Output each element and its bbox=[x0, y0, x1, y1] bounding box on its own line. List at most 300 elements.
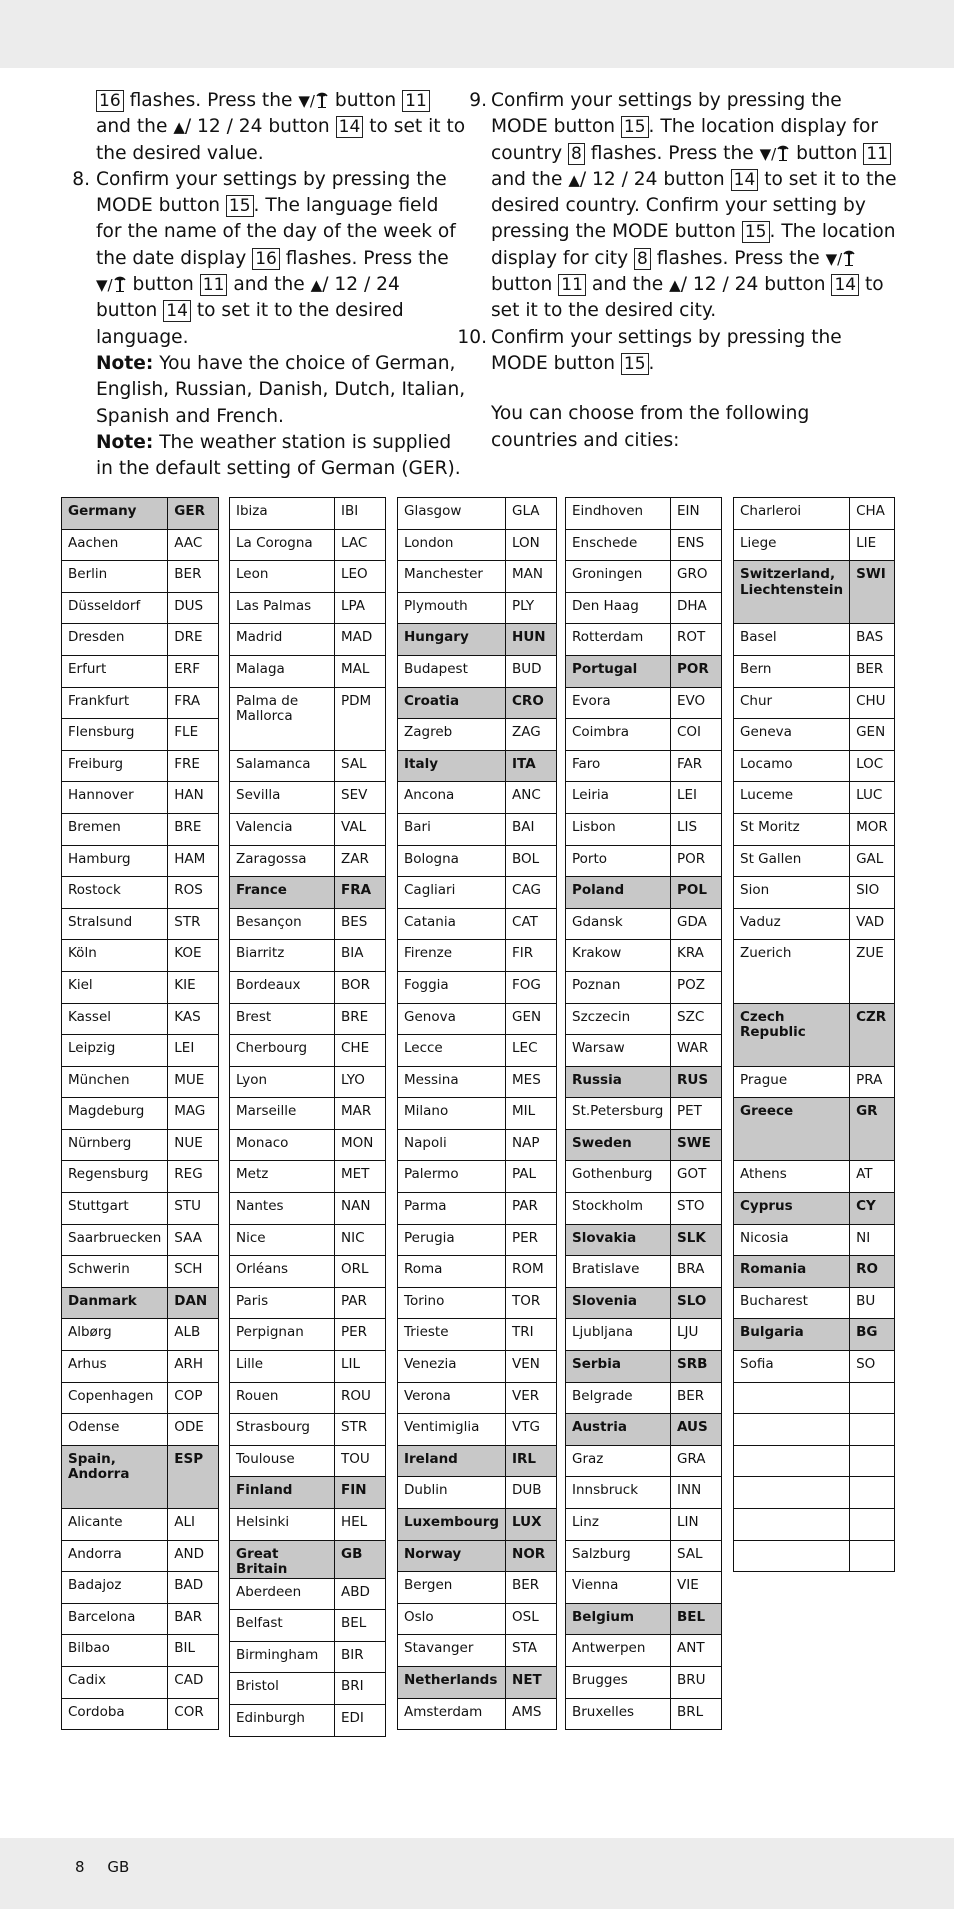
city-row bbox=[230, 592, 386, 624]
city-row bbox=[230, 908, 386, 940]
city-row bbox=[398, 908, 557, 940]
code: SO bbox=[850, 1351, 895, 1383]
city-row bbox=[62, 1066, 219, 1098]
text: Confirm your settings by pressing the MODE button bbox=[491, 90, 842, 138]
code bbox=[850, 1414, 895, 1446]
city-name: Stockholm bbox=[566, 1193, 671, 1225]
code: OSL bbox=[506, 1603, 557, 1635]
city-row bbox=[734, 750, 895, 782]
city-name: Perpignan bbox=[230, 1319, 335, 1351]
city-row bbox=[230, 1129, 386, 1161]
code: NUE bbox=[168, 1129, 219, 1161]
code: SCH bbox=[168, 1256, 219, 1288]
code: ROS bbox=[168, 877, 219, 909]
code bbox=[850, 1445, 895, 1477]
city-name: Sevilla bbox=[230, 782, 335, 814]
city-name: Las Palmas bbox=[230, 592, 335, 624]
city-row bbox=[62, 1193, 219, 1225]
code: COR bbox=[168, 1698, 219, 1730]
city-name: Orléans bbox=[230, 1256, 335, 1288]
city-name: Roma bbox=[398, 1256, 506, 1288]
code: VIE bbox=[671, 1572, 722, 1604]
city-row bbox=[566, 624, 722, 656]
country-row bbox=[398, 624, 557, 656]
city-name: Catania bbox=[398, 908, 506, 940]
city-name: Magdeburg bbox=[62, 1098, 168, 1130]
code: GR bbox=[850, 1098, 895, 1161]
country-name: Hungary bbox=[398, 624, 506, 656]
up-triangle-icon: ▲ bbox=[310, 276, 323, 295]
code: ANT bbox=[671, 1635, 722, 1667]
city-row bbox=[230, 1003, 386, 1035]
city-name: Leipzig bbox=[62, 1035, 168, 1067]
city-row bbox=[62, 782, 219, 814]
code: VAD bbox=[850, 908, 895, 940]
city-name: Bratislave bbox=[566, 1256, 671, 1288]
city-name: Badajoz bbox=[62, 1572, 168, 1604]
city-row bbox=[62, 1129, 219, 1161]
code: STA bbox=[506, 1635, 557, 1667]
code: FAR bbox=[671, 750, 722, 782]
code: FRA bbox=[168, 687, 219, 719]
code: ZAG bbox=[506, 719, 557, 751]
code: CHU bbox=[850, 687, 895, 719]
down-triangle-antenna-icon: ▼/ bbox=[96, 276, 127, 294]
city-row bbox=[398, 1351, 557, 1383]
city-row bbox=[398, 845, 557, 877]
footer bbox=[75, 1858, 147, 1876]
city-name: Oslo bbox=[398, 1603, 506, 1635]
code: BEL bbox=[671, 1603, 722, 1635]
city-row bbox=[62, 1035, 219, 1067]
country-name: Bulgaria bbox=[734, 1319, 850, 1351]
city-name: Ibiza bbox=[230, 498, 335, 530]
city-name: Parma bbox=[398, 1193, 506, 1225]
language-code: GB bbox=[107, 1858, 130, 1876]
code: RO bbox=[850, 1256, 895, 1288]
ref-15: 15 bbox=[621, 116, 649, 138]
city-row bbox=[398, 877, 557, 909]
city-name: Faro bbox=[566, 750, 671, 782]
city-table-5 bbox=[733, 497, 895, 1572]
empty-row bbox=[734, 1382, 895, 1414]
country-name: Greece bbox=[734, 1098, 850, 1161]
city-row bbox=[566, 1003, 722, 1035]
city-name: Zuerich bbox=[734, 940, 850, 1003]
countries-intro: You can choose from the following countries and cities: bbox=[491, 403, 810, 451]
city-name: Hannover bbox=[62, 782, 168, 814]
city-name: Bremen bbox=[62, 813, 168, 845]
city-name: Cadix bbox=[62, 1666, 168, 1698]
country-row bbox=[566, 1603, 722, 1635]
city-name: Bari bbox=[398, 813, 506, 845]
city-name: Valencia bbox=[230, 813, 335, 845]
country-name: Switzerland, Liechtenstein bbox=[734, 561, 850, 624]
code: TOR bbox=[506, 1287, 557, 1319]
text: flashes. Press the bbox=[590, 142, 754, 164]
code: CHE bbox=[335, 1035, 386, 1067]
code: CY bbox=[850, 1193, 895, 1225]
page-number: 8 bbox=[75, 1858, 85, 1876]
city-row bbox=[566, 750, 722, 782]
city-name: Genova bbox=[398, 1003, 506, 1035]
city-name: London bbox=[398, 529, 506, 561]
city-row bbox=[230, 498, 386, 530]
text: to set it to the desired value. bbox=[96, 116, 466, 164]
city-row bbox=[734, 1287, 895, 1319]
city-name: Freiburg bbox=[62, 750, 168, 782]
city-name: Erfurt bbox=[62, 655, 168, 687]
code: PLY bbox=[506, 592, 557, 624]
city-row bbox=[230, 624, 386, 656]
city-name: Bern bbox=[734, 655, 850, 687]
up-triangle-icon: ▲ bbox=[568, 170, 580, 189]
code: AT bbox=[850, 1161, 895, 1193]
city-name: Warsaw bbox=[566, 1035, 671, 1067]
city-row bbox=[566, 1477, 722, 1509]
city-name: Paris bbox=[230, 1287, 335, 1319]
city-name: Athens bbox=[734, 1161, 850, 1193]
country-row bbox=[566, 655, 722, 687]
city-row bbox=[734, 940, 895, 1003]
city-row bbox=[62, 1319, 219, 1351]
city-name: Porto bbox=[566, 845, 671, 877]
code: BAD bbox=[168, 1572, 219, 1604]
code: MOR bbox=[850, 813, 895, 845]
city-row bbox=[62, 1098, 219, 1130]
city-name: Brest bbox=[230, 1003, 335, 1035]
city-row bbox=[62, 1414, 219, 1446]
city-row bbox=[398, 1066, 557, 1098]
text: / 12 / 24 button bbox=[680, 274, 826, 296]
ref-11: 11 bbox=[558, 274, 586, 296]
country-row bbox=[398, 1540, 557, 1572]
code: KOE bbox=[168, 940, 219, 972]
city-name: Evora bbox=[566, 687, 671, 719]
city-row bbox=[566, 1572, 722, 1604]
code: IBI bbox=[335, 498, 386, 530]
city-row bbox=[398, 813, 557, 845]
country-name: Netherlands bbox=[398, 1666, 506, 1698]
note-text: The weather station is supplied in the default setting of German (GER). bbox=[96, 431, 461, 480]
city-row bbox=[398, 1287, 557, 1319]
code: CZR bbox=[850, 1003, 895, 1066]
code: KIE bbox=[168, 971, 219, 1003]
city-row bbox=[566, 561, 722, 593]
city-name: Den Haag bbox=[566, 592, 671, 624]
code: MES bbox=[506, 1066, 557, 1098]
code: HAM bbox=[168, 845, 219, 877]
city-name: Trieste bbox=[398, 1319, 506, 1351]
city-name: Flensburg bbox=[62, 719, 168, 751]
city-name: Gothenburg bbox=[566, 1161, 671, 1193]
city-name: Stralsund bbox=[62, 908, 168, 940]
country-name: Russia bbox=[566, 1066, 671, 1098]
city-name: Saarbruecken bbox=[62, 1224, 168, 1256]
city-name: Monaco bbox=[230, 1129, 335, 1161]
city-name: Berlin bbox=[62, 561, 168, 593]
country-row bbox=[566, 1224, 722, 1256]
code: ENS bbox=[671, 529, 722, 561]
city-row bbox=[62, 1256, 219, 1288]
city-name: Venezia bbox=[398, 1351, 506, 1383]
code bbox=[850, 1540, 895, 1572]
city-row bbox=[62, 1161, 219, 1193]
code: HUN bbox=[506, 624, 557, 656]
step7-continuation bbox=[96, 88, 466, 167]
city-row bbox=[62, 1666, 219, 1698]
code: KAS bbox=[168, 1003, 219, 1035]
city-name: Leon bbox=[230, 561, 335, 593]
city-name: Kassel bbox=[62, 1003, 168, 1035]
city-row bbox=[398, 592, 557, 624]
city-name: Milano bbox=[398, 1098, 506, 1130]
city-name: Schwerin bbox=[62, 1256, 168, 1288]
city-name: Kiel bbox=[62, 971, 168, 1003]
city-row bbox=[734, 719, 895, 751]
code: BRU bbox=[671, 1666, 722, 1698]
text: to set it to the desired country. Confirm your setting by pressing the MODE button bbox=[491, 168, 897, 243]
city-name: Cherbourg bbox=[230, 1035, 335, 1067]
city-name: Palma de Mallorca bbox=[230, 687, 335, 750]
code: ORL bbox=[335, 1256, 386, 1288]
city-row bbox=[62, 971, 219, 1003]
country-row bbox=[734, 561, 895, 624]
city-name: Düsseldorf bbox=[62, 592, 168, 624]
step-number: 9. bbox=[469, 90, 487, 111]
city-row bbox=[734, 624, 895, 656]
city-row bbox=[734, 1066, 895, 1098]
city-row bbox=[230, 813, 386, 845]
country-row bbox=[398, 1509, 557, 1541]
code: BRL bbox=[671, 1698, 722, 1730]
code: PAL bbox=[506, 1161, 557, 1193]
city-row bbox=[230, 1193, 386, 1225]
city-row bbox=[566, 1193, 722, 1225]
city-row bbox=[566, 592, 722, 624]
code: LEO bbox=[335, 561, 386, 593]
city-row bbox=[230, 561, 386, 593]
text: to set it to the desired city. bbox=[491, 274, 884, 322]
country-name: Czech Republic bbox=[734, 1003, 850, 1066]
city-row bbox=[230, 1351, 386, 1383]
city-row bbox=[230, 845, 386, 877]
city-table-1 bbox=[61, 497, 219, 1730]
city-name: Bilbao bbox=[62, 1635, 168, 1667]
city-name: Liege bbox=[734, 529, 850, 561]
city-name bbox=[734, 1445, 850, 1477]
code: SRB bbox=[671, 1351, 722, 1383]
city-name: Strasbourg bbox=[230, 1414, 335, 1446]
code: MAL bbox=[335, 655, 386, 687]
code: VAL bbox=[335, 813, 386, 845]
city-row bbox=[230, 529, 386, 561]
code: POR bbox=[671, 845, 722, 877]
down-triangle-antenna-icon: ▼/ bbox=[298, 92, 329, 110]
code: GEN bbox=[506, 1003, 557, 1035]
code: LIE bbox=[850, 529, 895, 561]
down-triangle-antenna-icon: ▼/ bbox=[826, 250, 857, 268]
code: PAR bbox=[335, 1287, 386, 1319]
city-row bbox=[230, 1224, 386, 1256]
city-row bbox=[734, 498, 895, 530]
note-label: Note: bbox=[96, 352, 154, 374]
city-name: Verona bbox=[398, 1382, 506, 1414]
code: GRO bbox=[671, 561, 722, 593]
code: DUB bbox=[506, 1477, 557, 1509]
city-row bbox=[230, 1445, 386, 1477]
city-row bbox=[62, 561, 219, 593]
city-row bbox=[398, 1035, 557, 1067]
city-name: Aberdeen bbox=[230, 1578, 335, 1610]
city-name: Bologna bbox=[398, 845, 506, 877]
code: EIN bbox=[671, 498, 722, 530]
city-name: Charleroi bbox=[734, 498, 850, 530]
code: LIL bbox=[335, 1351, 386, 1383]
code: LUC bbox=[850, 782, 895, 814]
city-name: Locamo bbox=[734, 750, 850, 782]
code: BAI bbox=[506, 813, 557, 845]
text: flashes. Press the bbox=[129, 90, 293, 111]
city-name: Nantes bbox=[230, 1193, 335, 1225]
city-name: Odense bbox=[62, 1414, 168, 1446]
ref-14: 14 bbox=[831, 274, 859, 296]
code: GDA bbox=[671, 908, 722, 940]
country-name: Spain, Andorra bbox=[62, 1445, 168, 1508]
ref-16: 16 bbox=[96, 90, 124, 112]
country-row bbox=[62, 498, 219, 530]
city-row bbox=[566, 1698, 722, 1730]
ref-11: 11 bbox=[863, 143, 891, 165]
country-name: Cyprus bbox=[734, 1193, 850, 1225]
city-row bbox=[398, 1161, 557, 1193]
step-number: 8. bbox=[72, 168, 90, 190]
city-row bbox=[230, 655, 386, 687]
city-row bbox=[734, 782, 895, 814]
city-row bbox=[398, 1003, 557, 1035]
city-row bbox=[398, 971, 557, 1003]
code: MUE bbox=[168, 1066, 219, 1098]
city-row bbox=[230, 1319, 386, 1351]
city-row bbox=[398, 529, 557, 561]
text: . The location display for country bbox=[491, 116, 879, 164]
code: ROU bbox=[335, 1382, 386, 1414]
city-name: Palermo bbox=[398, 1161, 506, 1193]
city-row bbox=[230, 1287, 386, 1319]
country-name: Slovenia bbox=[566, 1287, 671, 1319]
city-row bbox=[398, 561, 557, 593]
code: EDI bbox=[335, 1704, 386, 1736]
city-row bbox=[566, 1382, 722, 1414]
code: PER bbox=[335, 1319, 386, 1351]
code: BRA bbox=[671, 1256, 722, 1288]
city-row bbox=[62, 940, 219, 972]
city-row bbox=[398, 1603, 557, 1635]
city-row bbox=[566, 1161, 722, 1193]
city-row bbox=[566, 782, 722, 814]
city-name: Ancona bbox=[398, 782, 506, 814]
code: BES bbox=[335, 908, 386, 940]
code: GEN bbox=[850, 719, 895, 751]
country-name: Great Britain bbox=[230, 1540, 335, 1578]
country-row bbox=[62, 1445, 219, 1508]
code bbox=[850, 1382, 895, 1414]
code: DAN bbox=[168, 1287, 219, 1319]
city-name: Perugia bbox=[398, 1224, 506, 1256]
city-row bbox=[230, 971, 386, 1003]
city-row bbox=[62, 1540, 219, 1572]
city-row bbox=[62, 687, 219, 719]
code: ZAR bbox=[335, 845, 386, 877]
code: LUX bbox=[506, 1509, 557, 1541]
code: BER bbox=[168, 561, 219, 593]
city-name: Cagliari bbox=[398, 877, 506, 909]
city-row bbox=[62, 1509, 219, 1541]
code bbox=[850, 1477, 895, 1509]
ref-14: 14 bbox=[731, 169, 759, 191]
country-row bbox=[230, 877, 386, 909]
city-row bbox=[398, 782, 557, 814]
code: LYO bbox=[335, 1066, 386, 1098]
text: / 12 / 24 button bbox=[579, 168, 725, 190]
empty-row bbox=[734, 1540, 895, 1572]
country-name: Poland bbox=[566, 877, 671, 909]
note-default bbox=[96, 430, 466, 483]
code: VTG bbox=[506, 1414, 557, 1446]
city-row bbox=[566, 845, 722, 877]
city-row bbox=[398, 1193, 557, 1225]
code: HEL bbox=[335, 1509, 386, 1541]
city-row bbox=[62, 1224, 219, 1256]
country-name: France bbox=[230, 877, 335, 909]
city-row bbox=[230, 1641, 386, 1673]
city-name: Frankfurt bbox=[62, 687, 168, 719]
city-name: Napoli bbox=[398, 1129, 506, 1161]
city-name: Budapest bbox=[398, 655, 506, 687]
country-row bbox=[398, 750, 557, 782]
country-row bbox=[398, 687, 557, 719]
city-name: München bbox=[62, 1066, 168, 1098]
city-row bbox=[398, 1129, 557, 1161]
step-10 bbox=[457, 325, 901, 378]
city-row bbox=[398, 1098, 557, 1130]
city-row bbox=[230, 1066, 386, 1098]
city-name: Vaduz bbox=[734, 908, 850, 940]
country-name: Sweden bbox=[566, 1129, 671, 1161]
code: AUS bbox=[671, 1414, 722, 1446]
left-column bbox=[72, 88, 466, 482]
text: / 12 / 24 button bbox=[184, 116, 330, 138]
city-name: Albørg bbox=[62, 1319, 168, 1351]
country-name: Portugal bbox=[566, 655, 671, 687]
city-name: Zaragossa bbox=[230, 845, 335, 877]
code: LEI bbox=[671, 782, 722, 814]
country-row bbox=[566, 877, 722, 909]
city-table-3 bbox=[397, 497, 557, 1730]
city-name: Rostock bbox=[62, 877, 168, 909]
country-row bbox=[566, 1129, 722, 1161]
text: Confirm your settings by pressing the MODE button bbox=[96, 168, 447, 217]
code: POL bbox=[671, 877, 722, 909]
code: DHA bbox=[671, 592, 722, 624]
code: PRA bbox=[850, 1066, 895, 1098]
code: HAN bbox=[168, 782, 219, 814]
city-name: Salzburg bbox=[566, 1540, 671, 1572]
city-row bbox=[62, 1572, 219, 1604]
city-row bbox=[398, 1256, 557, 1288]
code: VEN bbox=[506, 1351, 557, 1383]
country-name: Germany bbox=[62, 498, 168, 530]
